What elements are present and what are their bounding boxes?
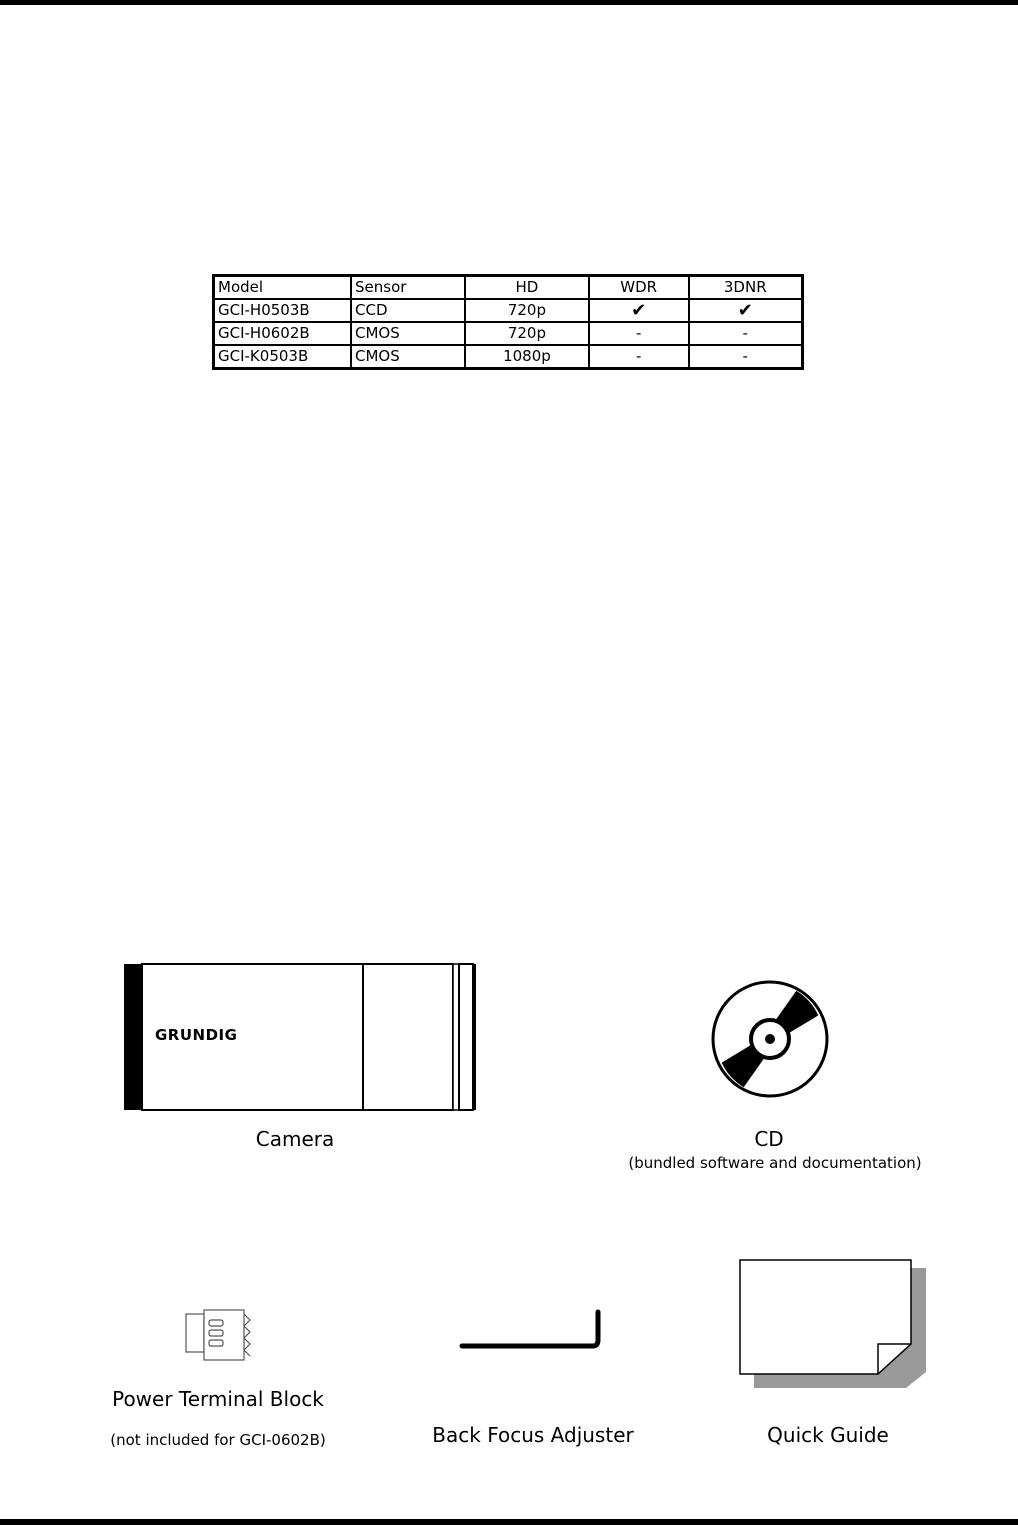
cell-hd: 1080p xyxy=(465,345,589,369)
adjuster-caption: Back Focus Adjuster xyxy=(432,1423,634,1447)
cell-wdr: - xyxy=(589,345,689,369)
model-comparison-table xyxy=(212,274,804,370)
quick-guide-icon xyxy=(736,1256,930,1392)
table-header-row xyxy=(214,276,803,300)
cell-model: GCI-H0602B xyxy=(214,322,352,345)
cell-model: GCI-H0503B xyxy=(214,299,352,322)
cell-3dnr: - xyxy=(689,322,803,345)
cell-hd: 720p xyxy=(465,299,589,322)
camera-caption: Camera xyxy=(255,1127,335,1151)
cell-wdr: - xyxy=(589,322,689,345)
cell-3dnr: - xyxy=(689,345,803,369)
grundig-logo: GRUNDIG xyxy=(155,1026,238,1044)
cell-wdr-check-icon: ✔ xyxy=(589,299,689,322)
cell-hd: 720p xyxy=(465,322,589,345)
header-wdr: WDR xyxy=(589,276,689,300)
cd-caption: CD xyxy=(754,1127,784,1151)
cd-disc-icon xyxy=(709,978,831,1100)
cell-sensor: CMOS xyxy=(351,345,465,369)
terminal-caption: Power Terminal Block xyxy=(112,1387,324,1411)
cd-subcaption: (bundled software and documentation) xyxy=(628,1154,922,1172)
cell-sensor: CMOS xyxy=(351,322,465,345)
table-row xyxy=(214,322,803,345)
hex-key-icon xyxy=(458,1308,604,1354)
table-row xyxy=(214,299,803,322)
power-terminal-block-icon xyxy=(183,1308,255,1364)
header-model: Model xyxy=(214,276,352,300)
bottom-rule xyxy=(0,1519,1018,1525)
header-sensor: Sensor xyxy=(351,276,465,300)
cell-sensor: CCD xyxy=(351,299,465,322)
terminal-subcaption: (not included for GCI-0602B) xyxy=(110,1431,326,1449)
table-row xyxy=(214,345,803,369)
header-3dnr: 3DNR xyxy=(689,276,803,300)
top-rule xyxy=(0,0,1018,5)
cell-model: GCI-K0503B xyxy=(214,345,352,369)
header-hd: HD xyxy=(465,276,589,300)
cell-3dnr-check-icon: ✔ xyxy=(689,299,803,322)
guide-caption: Quick Guide xyxy=(767,1423,889,1447)
